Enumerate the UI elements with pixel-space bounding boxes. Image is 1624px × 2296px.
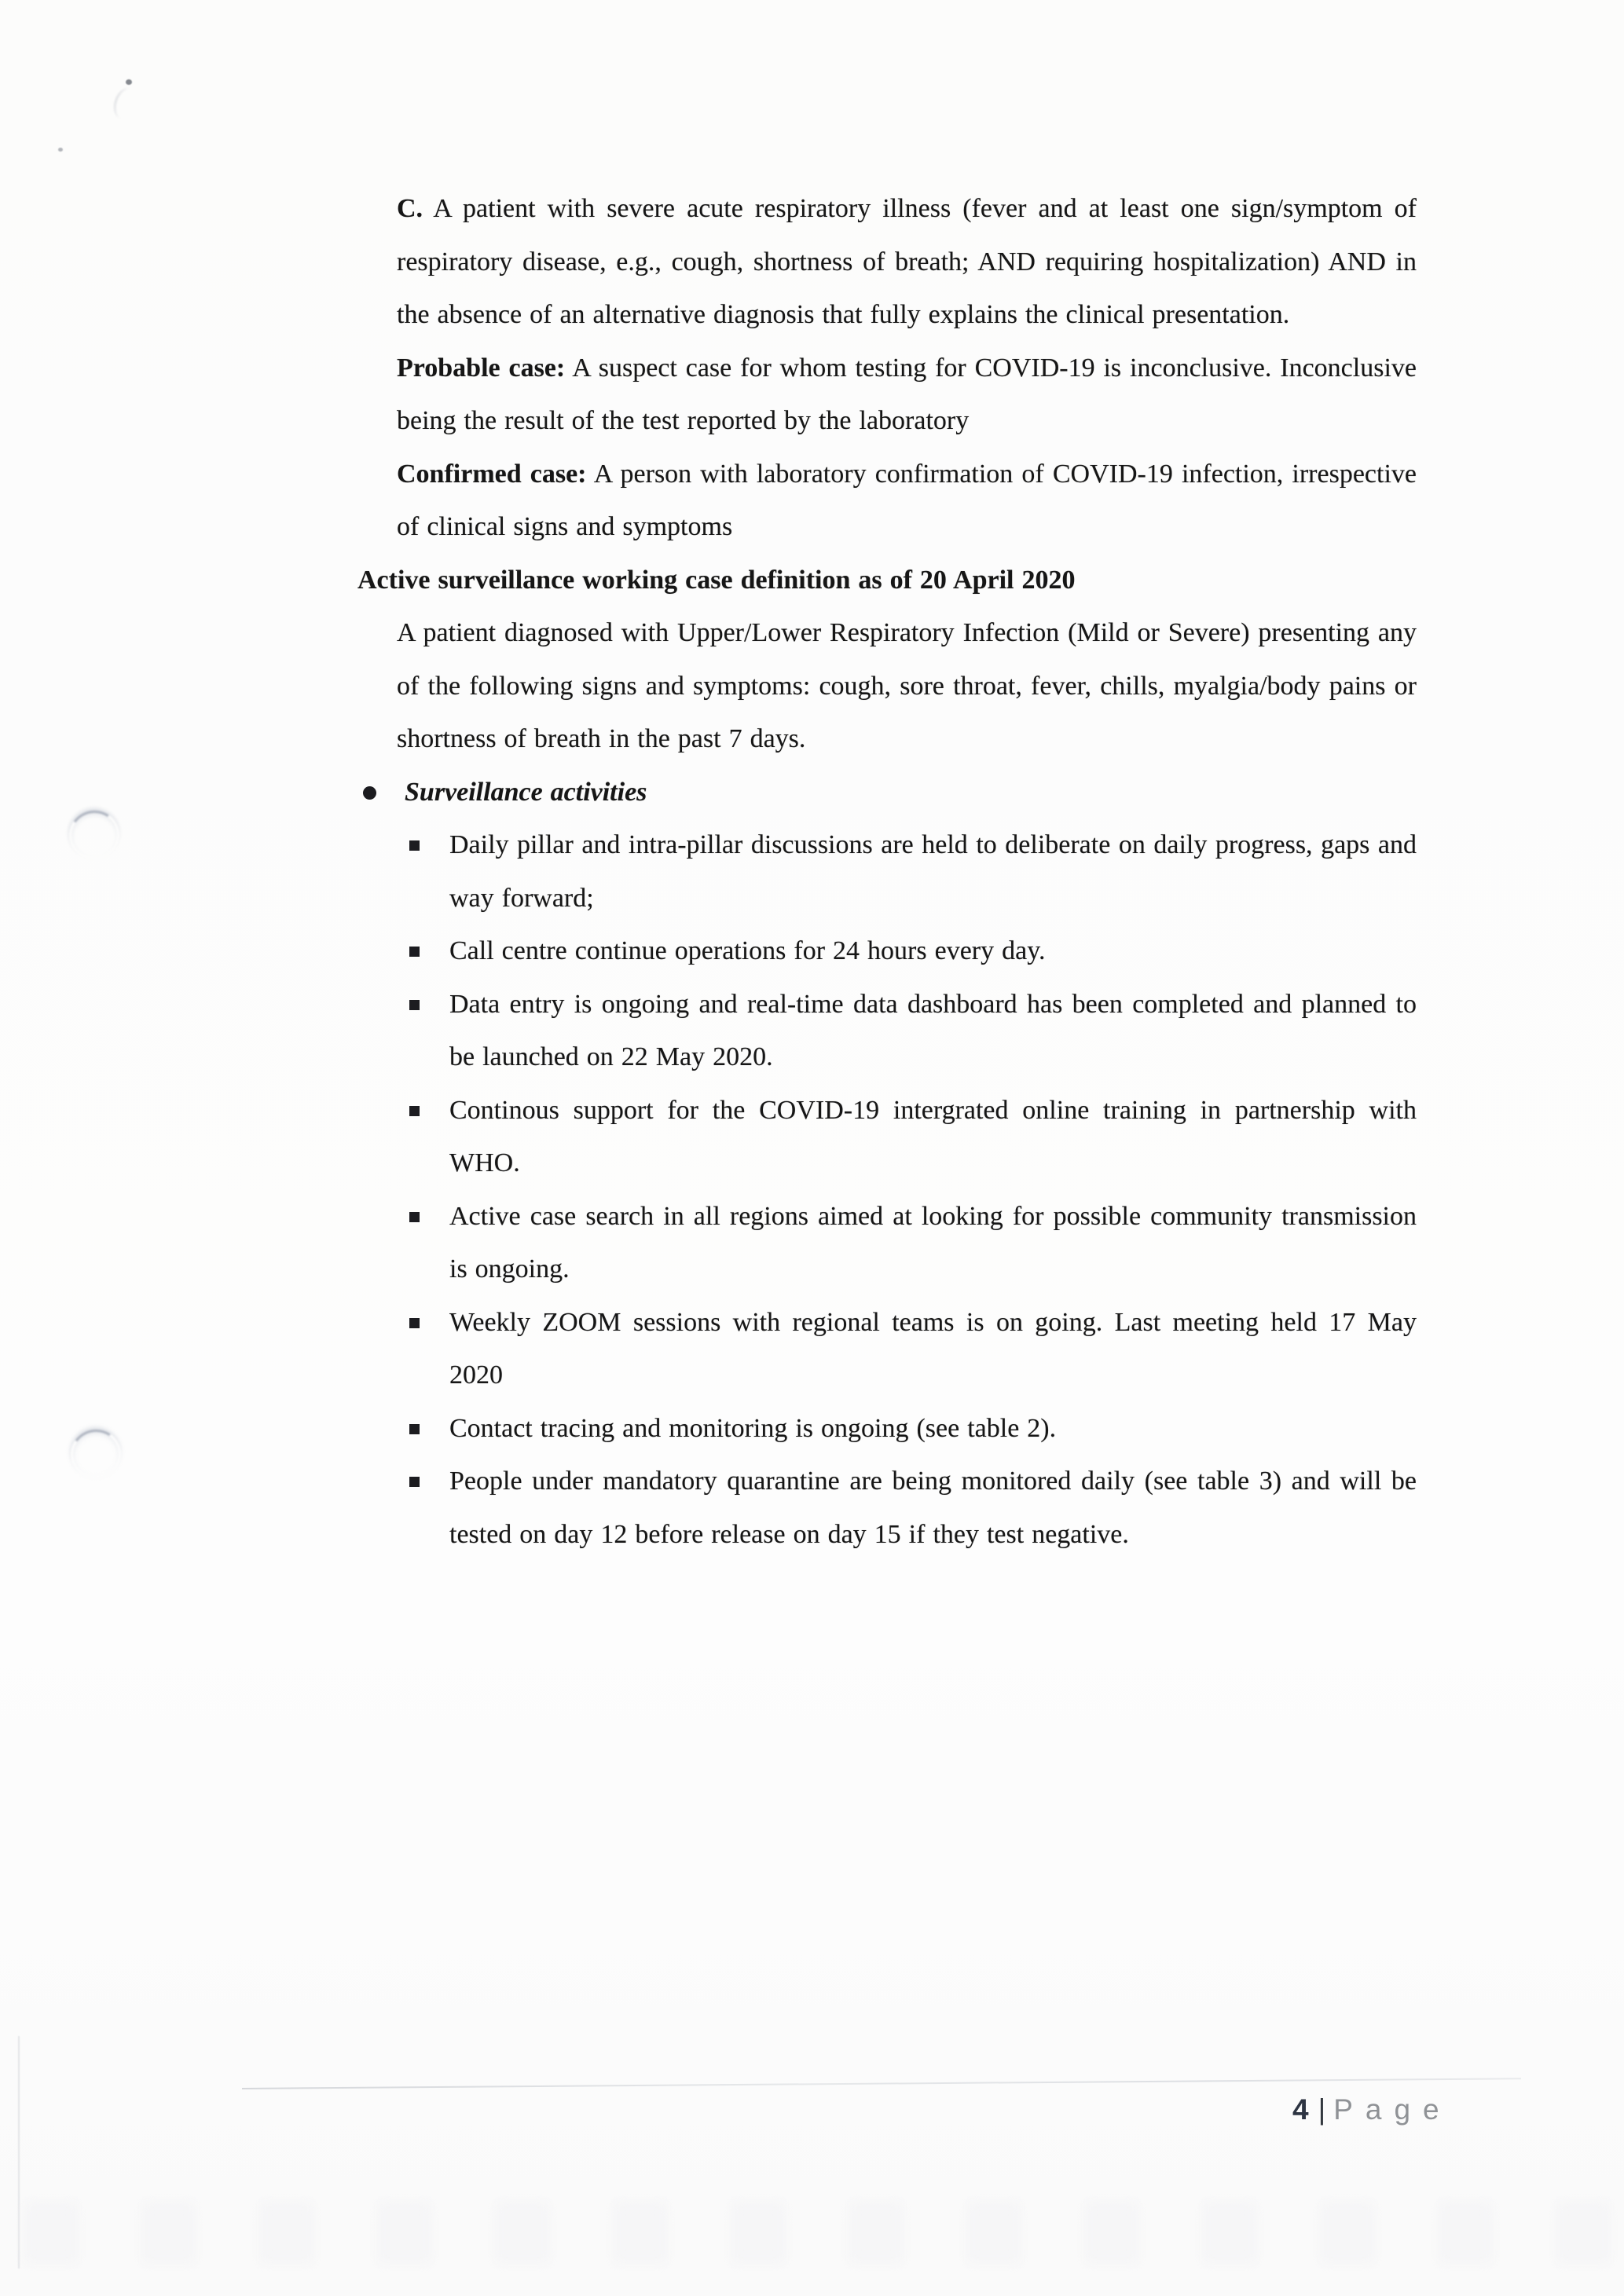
list-item-text: Active case search in all regions aimed at looking for possible community transmission is ongoing.	[449, 1201, 1417, 1283]
square-bullet-icon	[409, 1212, 420, 1222]
list-item	[357, 1084, 1417, 1190]
list-item	[357, 978, 1417, 1084]
square-bullet-icon	[409, 1424, 420, 1434]
list-item-text: Weekly ZOOM sessions with regional teams is on going. Last meeting held 17 May 2020	[449, 1307, 1417, 1390]
case-c-label: C.	[397, 194, 423, 223]
square-bullet-icon	[409, 1318, 420, 1328]
scan-speck-icon	[58, 148, 63, 152]
paragraph-confirmed-case	[357, 448, 1417, 554]
list-item	[357, 1455, 1417, 1561]
list-item-text: Data entry is ongoing and real-time data dashboard has been completed and planned to be launched on 22 May 2020.	[449, 989, 1417, 1071]
page-number-separator: |	[1318, 2093, 1326, 2126]
round-bullet-icon	[363, 786, 376, 800]
list-item-text: Contact tracing and monitoring is ongoing (see table 2).	[449, 1413, 1057, 1443]
list-item-text: People under mandatory quarantine are being monitored daily (see table 3) and will be tested on day 12 before release on day 15 if they test negative.	[449, 1467, 1417, 1549]
square-bullet-icon	[409, 1000, 420, 1010]
scan-squiggle-icon	[111, 86, 141, 123]
case-c-text: A patient with severe acute respiratory illness (fever and at least one sign/symptom of respiratory disease, e.g., cough, shortness of breath; AND requiring hospitalization) AND in the absence of an alternative diagnosis that fully explains the clinical presentation.	[397, 194, 1417, 329]
surveillance-activities-label: Surveillance activities	[405, 777, 647, 807]
square-bullet-icon	[409, 1106, 420, 1116]
square-bullet-icon	[409, 1477, 420, 1487]
list-item	[357, 1402, 1417, 1456]
probable-case-label: Probable case:	[397, 353, 566, 383]
paragraph-definition: A patient diagnosed with Upper/Lower Respiratory Infection (Mild or Severe) presenting any of the following signs and symptoms: cough, sore throat, fever, chills, myalgia/body pains or shortness of breath in the past 7 days.	[397, 618, 1417, 753]
paragraph-probable-case	[357, 342, 1417, 448]
list-item	[357, 818, 1417, 925]
square-bullet-icon	[409, 840, 420, 851]
punch-hole-shadow-icon	[65, 807, 123, 863]
section-heading: Active surveillance working case definition as of 20 April 2020	[357, 565, 1076, 595]
page-label: Page	[1333, 2093, 1452, 2126]
page-number	[1292, 2093, 1452, 2127]
list-item	[357, 1190, 1417, 1296]
square-bullet-icon	[409, 947, 420, 957]
scan-speck-icon	[126, 79, 132, 85]
page-number-value: 4	[1292, 2093, 1309, 2126]
bullet-surveillance-activities	[357, 766, 1417, 819]
list-item	[357, 1296, 1417, 1402]
document-body	[357, 182, 1417, 1561]
punch-hole-shadow-icon	[67, 1426, 125, 1482]
scan-edge-line	[18, 2036, 20, 2269]
paragraph-case-c	[357, 182, 1417, 342]
probable-case-text: A suspect case for whom testing for COVID-19 is inconclusive. Inconclusive being the result of the test reported by the laboratory	[397, 353, 1417, 435]
list-item	[357, 925, 1417, 978]
list-item-text: Continous support for the COVID-19 intergrated online training in partnership with WHO.	[449, 1095, 1417, 1177]
list-item-text: Daily pillar and intra-pillar discussions are held to deliberate on daily progress, gaps and way forward;	[449, 830, 1417, 913]
footer-divider	[242, 2078, 1521, 2089]
scan-noise-band	[24, 2201, 1624, 2264]
surveillance-activities-list	[357, 818, 1417, 1561]
confirmed-case-text: A person with laboratory confirmation of COVID-19 infection, irrespective of clinical signs and symptoms	[397, 459, 1417, 541]
confirmed-case-label: Confirmed case:	[397, 459, 587, 489]
list-item-text: Call centre continue operations for 24 hours every day.	[449, 936, 1046, 965]
